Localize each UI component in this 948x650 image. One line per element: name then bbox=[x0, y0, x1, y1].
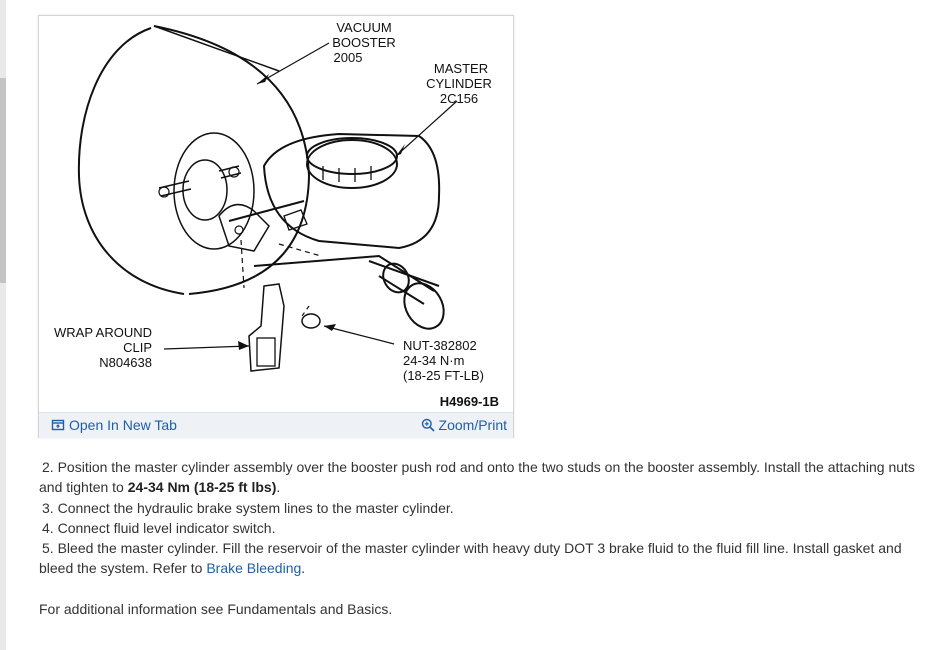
magnifier-plus-icon bbox=[421, 418, 435, 432]
step-text: Bleed the master cylinder. Fill the reservoir of the master cylinder with heavy duty DOT 3 brake fluid to the fluid fill line. Install gasket and bleed the system. Refer to bbox=[39, 540, 902, 577]
procedure-text bbox=[39, 457, 939, 619]
figure-toolbar bbox=[39, 412, 513, 438]
vacuum-booster-label-3: 2005 bbox=[333, 50, 363, 65]
open-in-new-tab-icon bbox=[51, 418, 65, 432]
nut-label-2: 24-34 N·m bbox=[403, 353, 465, 368]
wrap-clip-label-2: CLIP bbox=[123, 340, 152, 355]
figure-card bbox=[38, 15, 514, 438]
step-number: 2. bbox=[42, 459, 54, 475]
master-cylinder-diagram bbox=[39, 16, 513, 412]
step-number: 5. bbox=[42, 540, 54, 557]
nut-label-1: NUT-382802 bbox=[403, 338, 477, 353]
spacer bbox=[39, 579, 939, 599]
step-number: 4. bbox=[42, 519, 54, 536]
step-text: Connect the hydraulic brake system lines to the master cylinder. bbox=[57, 499, 454, 516]
open-in-new-tab-link[interactable] bbox=[51, 417, 177, 433]
vacuum-booster-label-2: BOOSTER bbox=[332, 35, 396, 50]
brake-bleeding-link[interactable]: Brake Bleeding bbox=[206, 560, 302, 577]
figure-code: H4969-1B bbox=[439, 394, 499, 409]
torque-spec: 24-34 Nm (18-25 ft lbs) bbox=[127, 479, 277, 496]
master-cylinder-label-2: CYLINDER bbox=[426, 76, 492, 91]
wrap-clip-label-1: WRAP AROUND bbox=[54, 325, 152, 340]
zoom-print-link[interactable] bbox=[421, 417, 507, 433]
step-text: Position the master cylinder assembly over the booster push rod and onto the two studs on the booster assembly. Install the attaching nuts and tighten to bbox=[39, 459, 915, 496]
vacuum-booster-label-1: VACUUM bbox=[336, 20, 392, 35]
step-punctuation: . bbox=[301, 560, 306, 577]
scrollbar-thumb[interactable] bbox=[0, 78, 6, 283]
step-text: Connect fluid level indicator switch. bbox=[57, 519, 276, 536]
step-4 bbox=[39, 518, 939, 538]
wrap-clip-label-3: N804638 bbox=[99, 355, 152, 370]
page-scrollbar[interactable] bbox=[0, 0, 6, 650]
master-cylinder-label-3: 2C156 bbox=[439, 91, 479, 106]
step-punctuation: . bbox=[276, 479, 281, 496]
step-3 bbox=[39, 498, 939, 518]
step-number: 3. bbox=[42, 499, 54, 516]
open-in-new-tab-label: Open In New Tab bbox=[69, 417, 177, 433]
nut-label-3: (18-25 FT-LB) bbox=[403, 368, 484, 383]
additional-info-text: For additional information see Fundamentals and Basics. bbox=[39, 600, 393, 617]
master-cylinder-label-1: MASTER bbox=[433, 61, 489, 76]
zoom-print-label: Zoom/Print bbox=[438, 417, 507, 433]
step-2 bbox=[39, 457, 939, 498]
step-5 bbox=[39, 538, 939, 579]
